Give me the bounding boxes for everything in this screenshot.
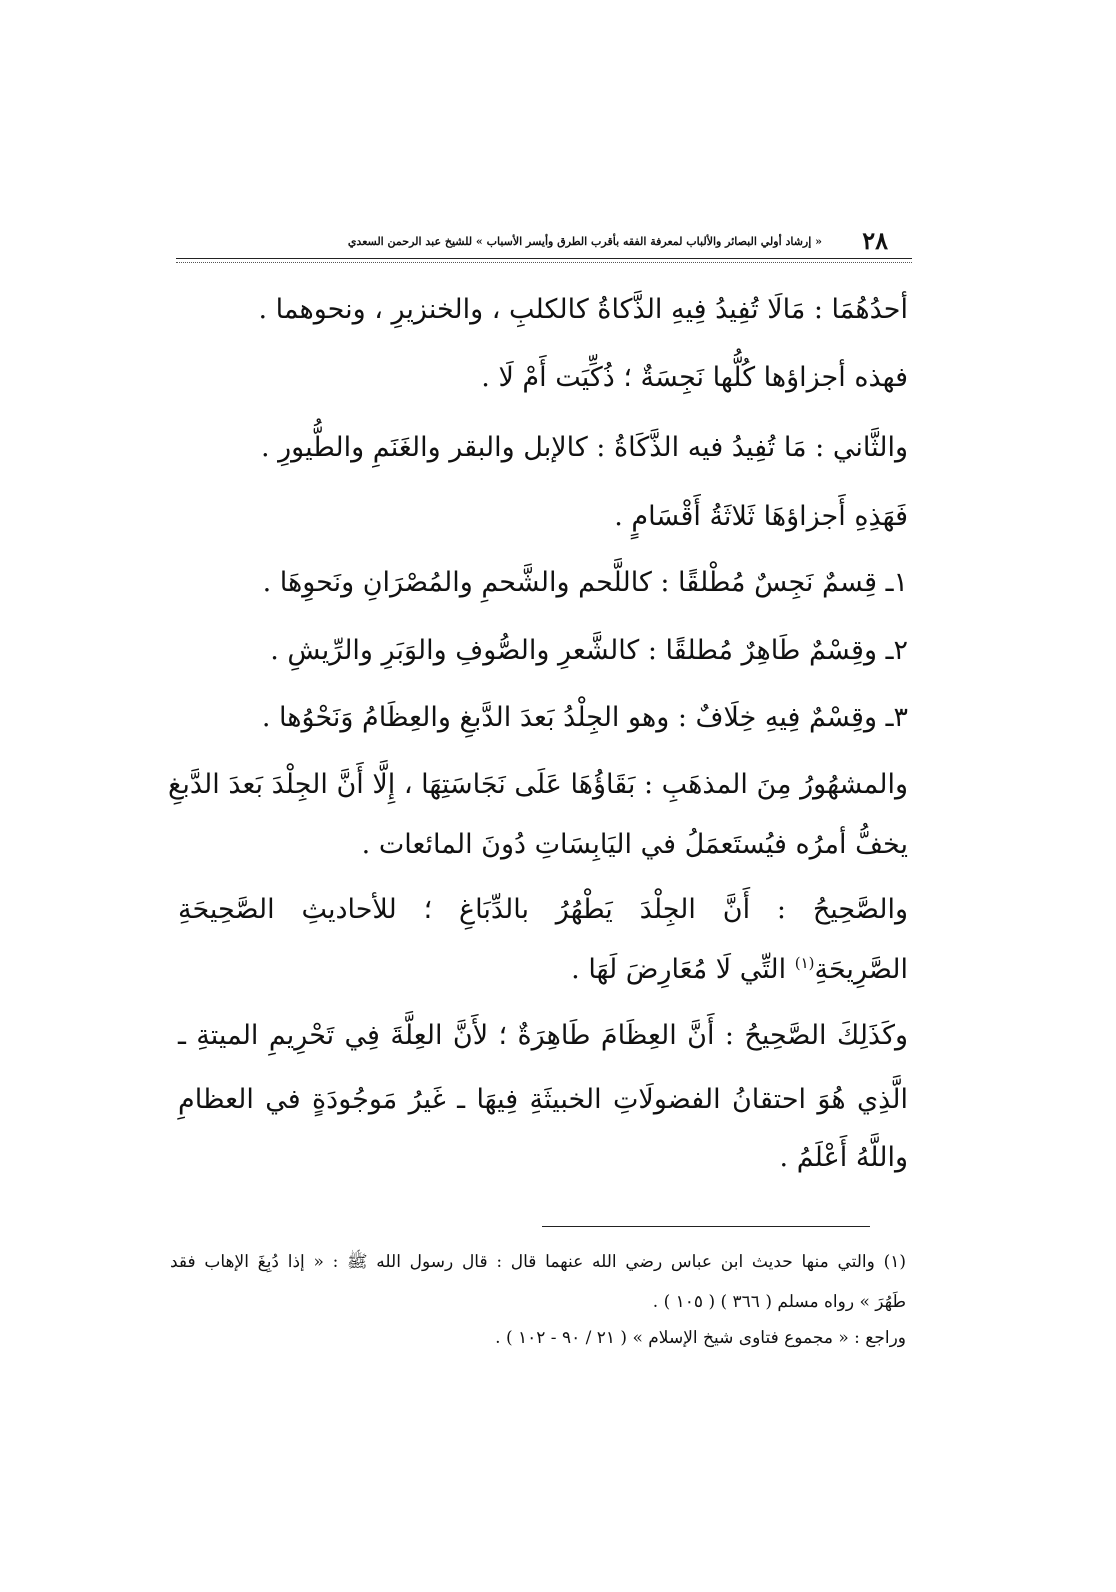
running-title: « إرشاد أولي البصائر والألباب لمعرفة الفقه بأقرب الطرق وأيسر الأسباب » للشيخ عبد الرحمن السعدي xyxy=(347,235,822,248)
text-fragment: الصَّرِيحَةِ xyxy=(814,954,908,985)
footnote-reference: (١) xyxy=(794,954,815,972)
text-line: والثَّاني : مَا تُفِيدُ فيه الذَّكَاةُ : كالإبل والبقر والغَنَمِ والطُّيورِ . xyxy=(260,432,908,463)
header-divider xyxy=(176,258,912,263)
text-line: الَّذِي هُوَ احتقانُ الفضولَاتِ الخبيثَةِ فِيهَا ـ غَيرُ مَوجُودَةٍ في العظامِ xyxy=(178,1084,908,1115)
page-header xyxy=(176,226,912,256)
text-line xyxy=(571,950,908,990)
text-line: يخفُّ أمرُه فيُستَعمَلُ في اليَابِسَاتِ دُونَ المائعات . xyxy=(361,829,908,860)
footnote-line: (١) والتي منها حديث ابن عباس رضي الله عنهما قال : قال رسول الله ﷺ : « إذا دُبِغَ الإهاب فقد xyxy=(170,1252,906,1272)
text-line: فَهَذِهِ أَجزاؤهَا ثَلاثَةُ أَقْسَامٍ . xyxy=(614,501,908,532)
text-line: وكَذَلِكَ الصَّحِيحُ : أَنَّ العِظَامَ طَاهِرَةٌ ؛ لأَنَّ العِلَّةَ فِي تَحْرِيمِ الميتةِ ـ xyxy=(178,1020,908,1051)
text-line: والصَّحِيحُ : أَنَّ الجِلْدَ يَطْهُرُ بالدِّبَاغِ ؛ للأحاديثِ الصَّحِيحَةِ xyxy=(178,894,908,925)
footnote-line: وراجع : « مجموع فتاوى شيخ الإسلام » ( ٢١ / ٩٠ - ١٠٢ ) . xyxy=(495,1328,906,1348)
page-number: ٢٨ xyxy=(862,226,888,255)
text-line: ١ـ قِسمٌ نَجِسٌ مُطْلقًا : كاللَّحم والشَّحمِ والمُصْرَانِ ونَحوِهَا . xyxy=(262,567,908,598)
footnote-divider xyxy=(542,1226,870,1227)
text-line: واللَّهُ أَعْلَمُ . xyxy=(779,1142,908,1173)
text-line: أحدُهُمَا : مَالَا تُفِيدُ فِيهِ الذَّكاةُ كالكلبِ ، والخنزيرِ ، ونحوهما . xyxy=(258,294,908,325)
text-line: ٢ـ وقِسْمٌ طَاهِرٌ مُطلقًا : كالشَّعرِ والصُّوفِ والوَبَرِ والرِّيشِ . xyxy=(270,635,908,666)
text-line: ٣ـ وقِسْمٌ فِيهِ خِلَافٌ : وهو الجِلْدُ بَعدَ الدَّبغِ والعِظَامُ وَنَحْوُها . xyxy=(261,702,908,733)
text-line: فهذه أجزاؤها كُلُّها نَجِسَةٌ ؛ ذُكِّيَت أَمْ لَا . xyxy=(481,362,908,393)
text-line: والمشهُورُ مِنَ المذهَبِ : بَقَاؤُهَا عَلَى نَجَاسَتِهَا ، إِلَّا أَنَّ الجِلْدَ بَعدَ الدَّبغِ xyxy=(167,769,908,800)
text-fragment: التِّي لَا مُعَارِضَ لَهَا . xyxy=(571,954,787,985)
footnote-line: طَهُرَ » رواه مسلم ( ٣٦٦ ) ( ١٠٥ ) . xyxy=(652,1292,906,1312)
